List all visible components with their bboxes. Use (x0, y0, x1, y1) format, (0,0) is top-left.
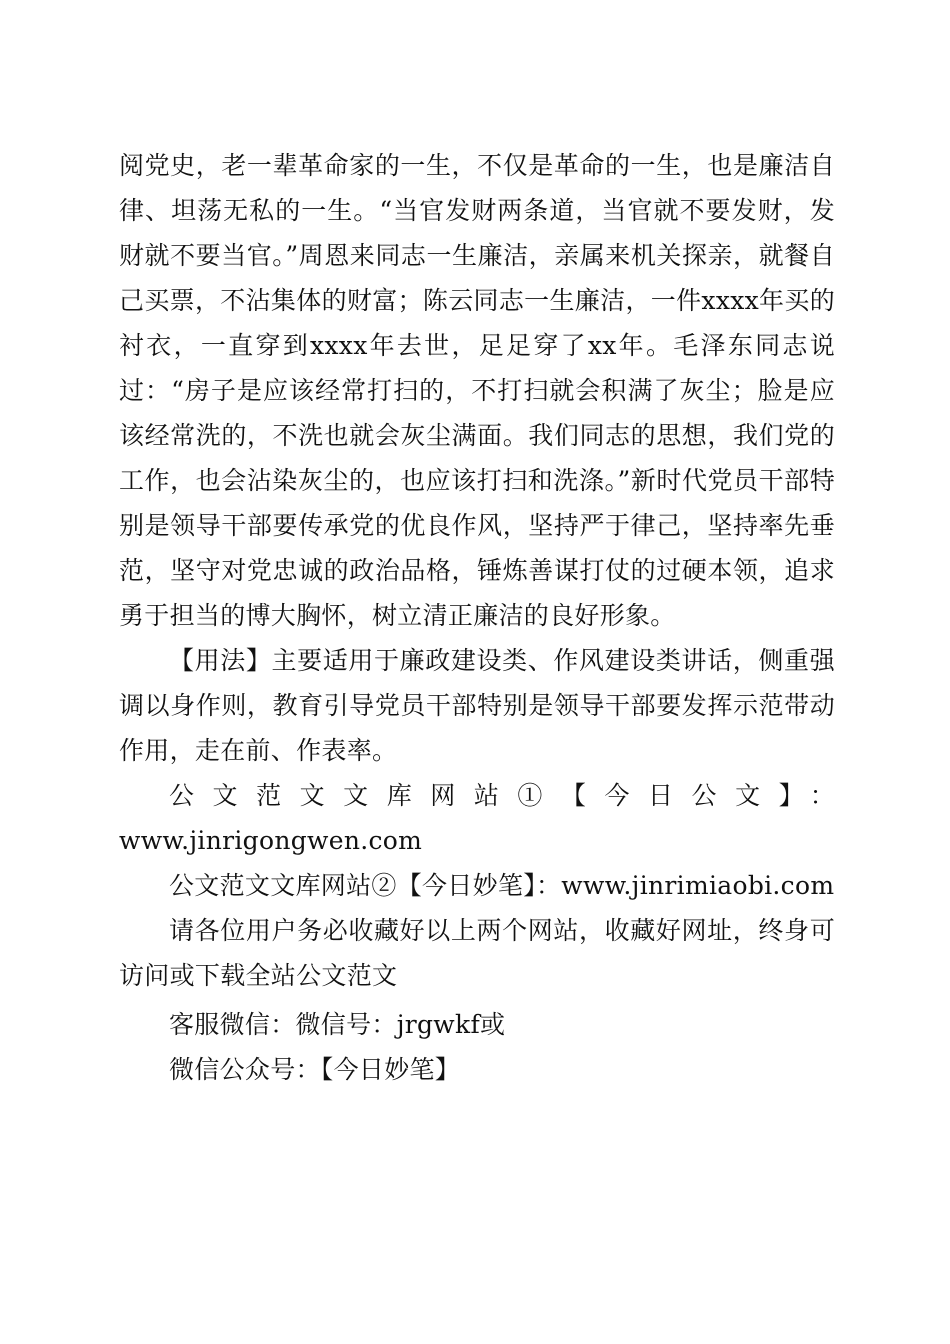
wechat-service-line: 客服微信：微信号：jrgwkf或 (169, 1010, 506, 1039)
site2-line: 公文范文文库网站②【今日妙笔】：www.jinrimiaobi.com (169, 871, 835, 900)
usage-paragraph: 【用法】主要适用于廉政建设类、作风建设类讲话，侧重强调以身作则，教育引导党员干部特别是领导干部要发挥示范带动作用，走在前、作表率。 (119, 646, 835, 765)
site1-line: 公文范文文库网站①【今日公文】： (169, 781, 835, 810)
body-paragraph: 阅党史，老一辈革命家的一生，不仅是革命的一生，也是廉洁自律、坦荡无私的一生。“当官发财两条道，当官就不要发财，发财就不要当官。”周恩来同志一生廉洁，亲属来机关探亲，就餐自己买票，不沾集体的财富；陈云同志一生廉洁，一件xxxx年买的衬衣，一直穿到xxxx年去世，足足穿了xx年。毛泽东同志说过：“房子是应该经常打扫的，不打扫就会积满了灰尘；脸是应该经常洗的，不洗也就会灰尘满面。我们同志的思想，我们党的工作，也会沾染灰尘的，也应该打扫和洗涤。”新时代党员干部特别是领导干部要传承党的优良作风，坚持严于律己，坚持率先垂范，坚守对党忠诚的政治品格，锤炼善谋打仗的过硬本领，追求勇于担当的博大胸怀，树立清正廉洁的良好形象。 (119, 151, 835, 630)
reminder-paragraph: 请各位用户务必收藏好以上两个网站，收藏好网址，终身可访问或下载全站公文范文 (119, 916, 835, 990)
wechat-public-line: 微信公众号：【今日妙笔】 (169, 1055, 461, 1084)
document-page (119, 143, 835, 1092)
site1-url: www.jinrigongwen.com (119, 826, 423, 855)
